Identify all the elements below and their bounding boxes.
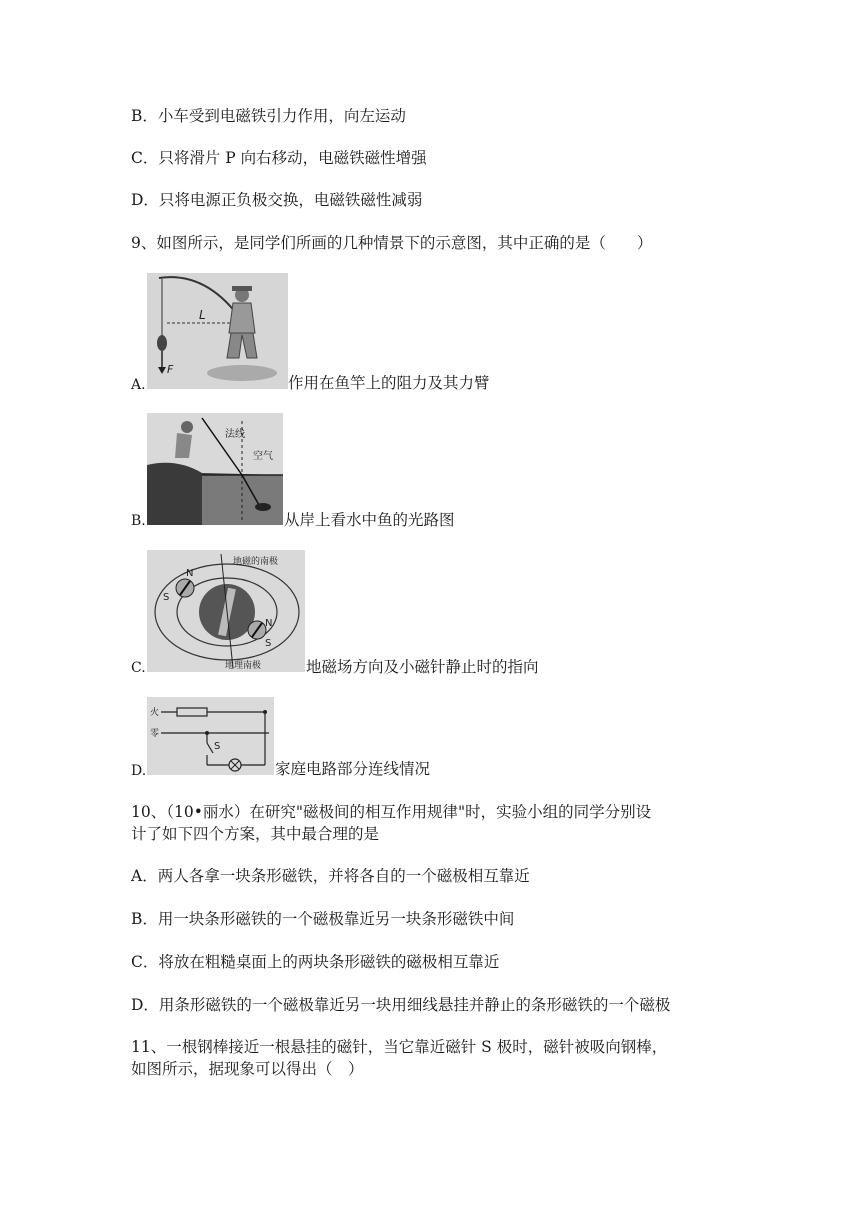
fishing-rod-figure — [147, 273, 288, 389]
q9-option-c-caption: 地磁场方向及小磁针静止时的指向 — [306, 658, 539, 676]
q9-option-a-label: A. — [131, 377, 146, 393]
svg-text:地磁的南极: 地磁的南极 — [233, 557, 279, 567]
svg-text:S: S — [163, 592, 170, 603]
svg-text:空气: 空气 — [253, 451, 273, 462]
q9-stem: 9、如图所示，是同学们所画的几种情景下的示意图，其中正确的是（ ） — [131, 234, 653, 252]
geomagnetic-field-figure — [147, 550, 305, 672]
svg-text:F: F — [167, 363, 174, 376]
q9-option-c-label: C. — [131, 660, 146, 676]
svg-text:火: 火 — [150, 708, 160, 718]
q10-option-b: B．用一块条形磁铁的一个磁极靠近另一块条形磁铁中间 — [131, 910, 515, 928]
q9-option-a-caption: 作用在鱼竿上的阻力及其力臂 — [288, 374, 490, 392]
q9-option-d-label: D. — [131, 763, 147, 779]
svg-text:法线: 法线 — [225, 429, 245, 440]
q10-stem-line1: 10、（10•丽水）在研究"磁极间的相互作用规律"时，实验小组的同学分别设 — [131, 803, 652, 821]
svg-text:零: 零 — [150, 729, 160, 739]
q10-option-c: C．将放在粗糙桌面上的两块条形磁铁的磁极相互靠近 — [131, 953, 500, 971]
q8-option-b: B．小车受到电磁铁引力作用，向左运动 — [131, 107, 406, 125]
svg-text:地理南极: 地理南极 — [225, 661, 262, 671]
household-circuit-figure — [147, 697, 274, 775]
q11-stem-line2: 如图所示，据现象可以得出（ ） — [131, 1060, 364, 1078]
q8-option-c: C．只将滑片 P 向右移动，电磁铁磁性增强 — [131, 149, 427, 167]
q9-option-b-label: B. — [131, 513, 146, 529]
svg-text:N: N — [186, 568, 194, 579]
q10-option-d: D．用条形磁铁的一个磁极靠近另一块用细线悬挂并静止的条形磁铁的一个磁极 — [131, 996, 671, 1014]
q8-option-d: D．只将电源正负极交换，电磁铁磁性减弱 — [131, 191, 423, 209]
svg-text:N: N — [265, 618, 273, 629]
q9-option-d-caption: 家庭电路部分连线情况 — [275, 760, 431, 778]
svg-text:S: S — [214, 741, 221, 752]
fish-light-path-figure — [147, 413, 283, 525]
q9-option-b-caption: 从岸上看水中鱼的光路图 — [284, 511, 455, 529]
svg-text:S: S — [265, 638, 272, 649]
q10-option-a: A．两人各拿一块条形磁铁，并将各自的一个磁极相互靠近 — [131, 867, 530, 885]
q11-stem-line1: 11、一根钢棒接近一根悬挂的磁针，当它靠近磁针 S 极时，磁针被吸向钢棒， — [131, 1038, 668, 1056]
svg-text:L: L — [199, 308, 206, 322]
q10-stem-line2: 计了如下四个方案，其中最合理的是 — [131, 825, 380, 843]
